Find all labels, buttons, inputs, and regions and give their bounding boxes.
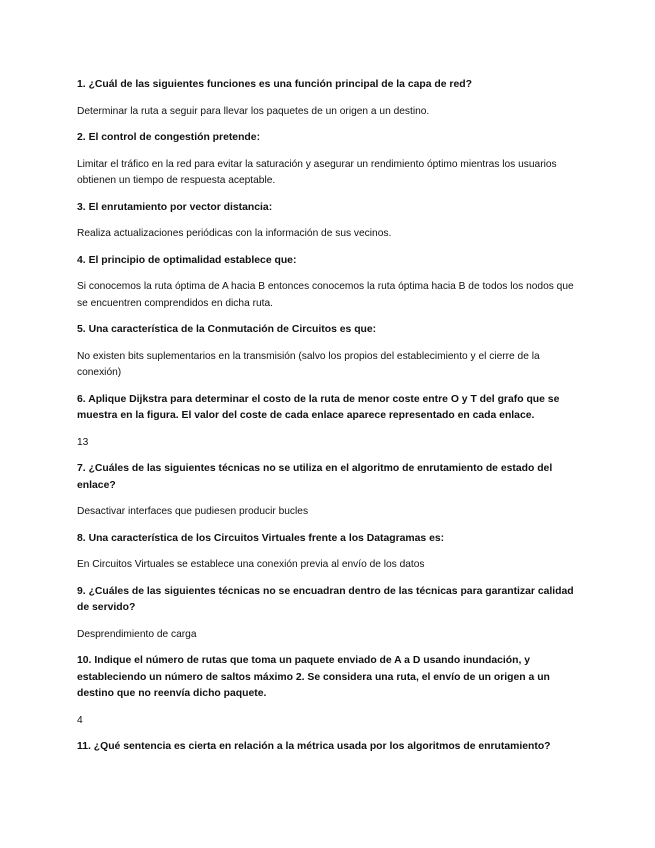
question-number: 1. <box>77 79 86 90</box>
question-text: ¿Qué sentencia es cierta en relación a la métrica usada por los algoritmos de enrutamiento? <box>93 741 551 752</box>
question-text: Indique el número de rutas que toma un paquete enviado de A a D usando inundación, y estableciendo un número de saltos máximo 2. Se considera una ruta, el envío de un origen a un destino que no reenvía dicho paquete. <box>77 655 550 699</box>
question-text: El principio de optimalidad establece que: <box>88 254 297 266</box>
answer-3: Realiza actualizaciones periódicas con la información de sus vecinos. <box>77 228 392 239</box>
answer-10: 4 <box>77 714 83 726</box>
question-number: 9. <box>77 585 86 597</box>
question-4 <box>77 253 582 270</box>
answer-1: Determinar la ruta a seguir para llevar los paquetes de un origen a un destino. <box>77 105 430 117</box>
question-1 <box>77 77 582 94</box>
question-10 <box>77 653 582 703</box>
question-number: 4. <box>77 254 86 266</box>
question-number: 8. <box>77 532 86 544</box>
question-text: El control de congestión pretende: <box>88 132 261 143</box>
answer-4: Si conocemos la ruta óptima de A hacia B entonces conocemos la ruta óptima hacia B de todos los nodos que se encuentren comprendidos en dicha ruta. <box>77 281 574 309</box>
answer-7: Desactivar interfaces que pudiesen producir bucles <box>77 506 309 517</box>
answer-8: En Circuitos Virtuales se establece una conexión previa al envío de los datos <box>77 559 425 570</box>
question-text: El enrutamiento por vector distancia: <box>88 201 273 213</box>
question-text: Una característica de los Circuitos Virtuales frente a los Datagramas es: <box>88 532 445 544</box>
question-text: ¿Cuáles de las siguientes técnicas no se utiliza en el algoritmo de enrutamiento de estado del enlace? <box>77 463 553 491</box>
question-number: 6. <box>77 393 86 405</box>
question-number: 7. <box>77 463 86 474</box>
question-5 <box>77 322 582 339</box>
question-2 <box>77 130 582 147</box>
question-number: 11. <box>77 741 91 752</box>
question-text: Aplique Dijkstra para determinar el costo de la ruta de menor coste entre O y T del grafo que se muestra en la figura. El valor del coste de cada enlace aparece representado en cada enlace. <box>77 393 560 421</box>
qa-list <box>77 77 582 756</box>
question-11 <box>77 739 582 756</box>
question-text: ¿Cuáles de las siguientes técnicas no se encuadran dentro de las técnicas para garantizar calidad de servido? <box>77 585 574 613</box>
question-number: 3. <box>77 201 86 213</box>
question-8 <box>77 531 582 548</box>
answer-5: No existen bits suplementarios en la transmisión (salvo los propios del establecimiento y el cierre de la conexión) <box>77 350 540 378</box>
question-number: 5. <box>77 324 86 335</box>
question-text: Una característica de la Conmutación de Circuitos es que: <box>88 324 377 335</box>
question-number: 2. <box>77 132 86 143</box>
question-number: 10. <box>77 655 92 666</box>
question-9 <box>77 584 582 617</box>
answer-2: Limitar el tráfico en la red para evitar la saturación y asegurar un rendimiento óptimo mientras los usuarios obtienen un tiempo de respuesta aceptable. <box>77 158 557 186</box>
question-3 <box>77 200 582 217</box>
answer-9: Desprendimiento de carga <box>77 628 197 640</box>
question-6 <box>77 392 582 425</box>
question-7 <box>77 461 582 494</box>
question-text: ¿Cuál de las siguientes funciones es una función principal de la capa de red? <box>88 79 472 90</box>
answer-6: 13 <box>77 436 89 448</box>
